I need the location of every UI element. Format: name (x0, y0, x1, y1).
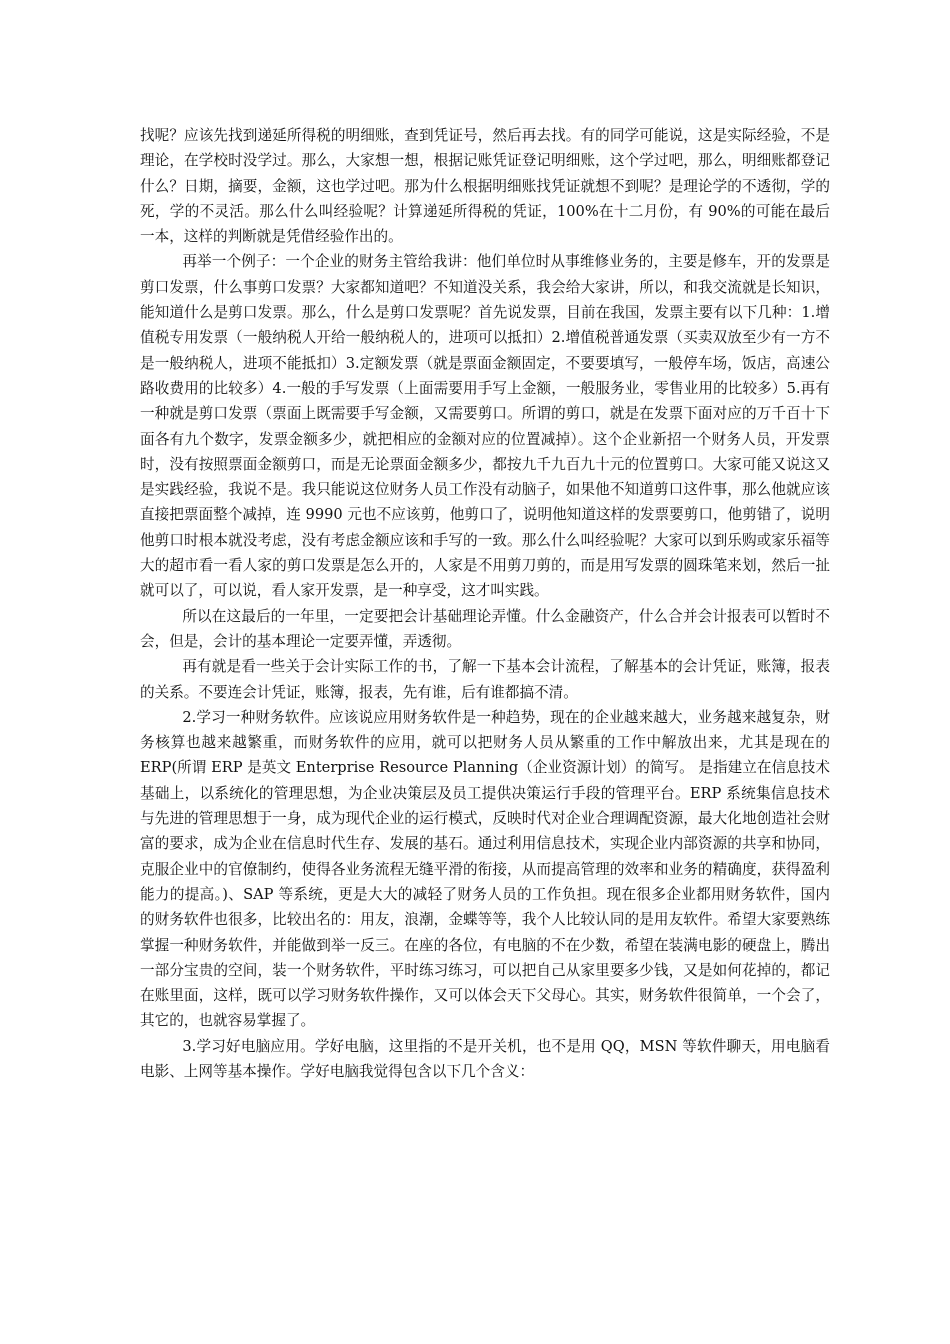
paragraph-6: 3.学习好电脑应用。学好电脑，这里指的不是开关机，也不是用 QQ，MSN 等软件聊天，用电脑看电影、上网等基本操作。学好电脑我觉得包含以下几个含义： (140, 1037, 830, 1080)
paragraph-2: 再举一个例子：一个企业的财务主管给我讲：他们单位时从事维修业务的，主要是修车，开的发票是剪口发票，什么事剪口发票？大家都知道吧？不知道没关系，我会给大家讲，所以，和我交流就是长知识，能知道什么是剪口发票。那么，什么是剪口发票呢？首先说发票，目前在我国，发票主要有以下几种：1.增值税专用发票（一般纳税人开给一般纳税人的，进项可以抵扣）2.增值税普通发票（买卖双放至少有一方不是一般纳税人，进项不能抵扣）3.定额发票（就是票面金额固定，不要要填写，一般停车场，饭店，高速公路收费用的比较多）4.一般的手写发票（上面需要用手写上金额，一般服务业，零售业用的比较多）5.再有一种就是剪口发票（票面上既需要手写金额，又需要剪口。所谓的剪口，就是在发票下面对应的万千百十下面各有九个数字，发票金额多少，就把相应的金额对应的位置减掉）。这个企业新招一个财务人员，开发票时，没有按照票面金额剪口，而是无论票面金额多少，都按九千九百九十元的位置剪口。大家可能又说这又是实践经验，我说不是。我只能说这位财务人员工作没有动脑子，如果他不知道剪口这件事，那么他就应该直接把票面整个减掉，连 9990 元也不应该剪，他剪口了，说明他知道这样的发票要剪口，他剪错了，说明他剪口时根本就没考虑，没有考虑金额应该和手写的一致。那么什么叫经验呢？大家可以到乐购或家乐福等大的超市看一看人家的剪口发票是怎么开的，人家是不用剪刀剪的，而是用写发票的圆珠笔来划，然后一扯就可以了，可以说，看人家开发票，是一种享受，这才叫实践。 (140, 253, 830, 600)
paragraph-4: 再有就是看一些关于会计实际工作的书，了解一下基本会计流程，了解基本的会计凭证，账簿，报表的关系。不要连会计凭证，账簿，报表，先有谁，后有谁都搞不清。 (140, 658, 830, 701)
document-body (140, 123, 830, 1084)
paragraph-3: 所以在这最后的一年里，一定要把会计基础理论弄懂。什么金融资产，什么合并会计报表可以暂时不会，但是，会计的基本理论一定要弄懂，弄透彻。 (140, 607, 830, 650)
paragraph-5: 2.学习一种财务软件。应该说应用财务软件是一种趋势，现在的企业越来越大，业务越来越复杂，财务核算也越来越繁重，而财务软件的应用，就可以把财务人员从繁重的工作中解放出来，尤其是现在的 ERP(所谓 ERP 是英文 Enterprise Resource Planning（企业资源计划）的简写。 是指建立在信息技术基础上，以系统化的管理思想，为企业决策层及员工提供决策运行手段的管理平台。ERP 系统集信息技术与先进的管理思想于一身，成为现代企业的运行模式，反映时代对企业合理调配资源，最大化地创造社会财富的要求，成为企业在信息时代生存、发展的基石。通过利用信息技术，实现企业内部资源的共享和协同，克服企业中的官僚制约，使得各业务流程无缝平滑的衔接，从而提高管理的效率和业务的精确度，获得盈利能力的提高。)、SAP 等系统，更是大大的减轻了财务人员的工作负担。现在很多企业都用财务软件，国内的财务软件也很多，比较出名的：用友，浪潮，金蝶等等，我个人比较认同的是用友软件。希望大家要熟练掌握一种财务软件，并能做到举一反三。在座的各位，有电脑的不在少数，希望在装满电影的硬盘上，腾出一部分宝贵的空间，装一个财务软件，平时练习练习，可以把自己从家里要多少钱，又是如何花掉的，都记在账里面，这样，既可以学习财务软件操作，又可以体会天下父母心。其实，财务软件很简单，一个会了，其它的，也就容易掌握了。 (140, 708, 830, 1030)
paragraph-1: 找呢？应该先找到递延所得税的明细账，查到凭证号，然后再去找。有的同学可能说，这是实际经验，不是理论，在学校时没学过。那么，大家想一想，根据记账凭证登记明细账，这个学过吧，那么，明细账都登记什么？日期，摘要，金额，这也学过吧。那为什么根据明细账找凭证就想不到呢？是理论学的不透彻，学的死，学的不灵活。那么什么叫经验呢？计算递延所得税的凭证，100%在十二月份，有 90%的可能在最后一本，这样的判断就是凭借经验作出的。 (140, 127, 830, 246)
